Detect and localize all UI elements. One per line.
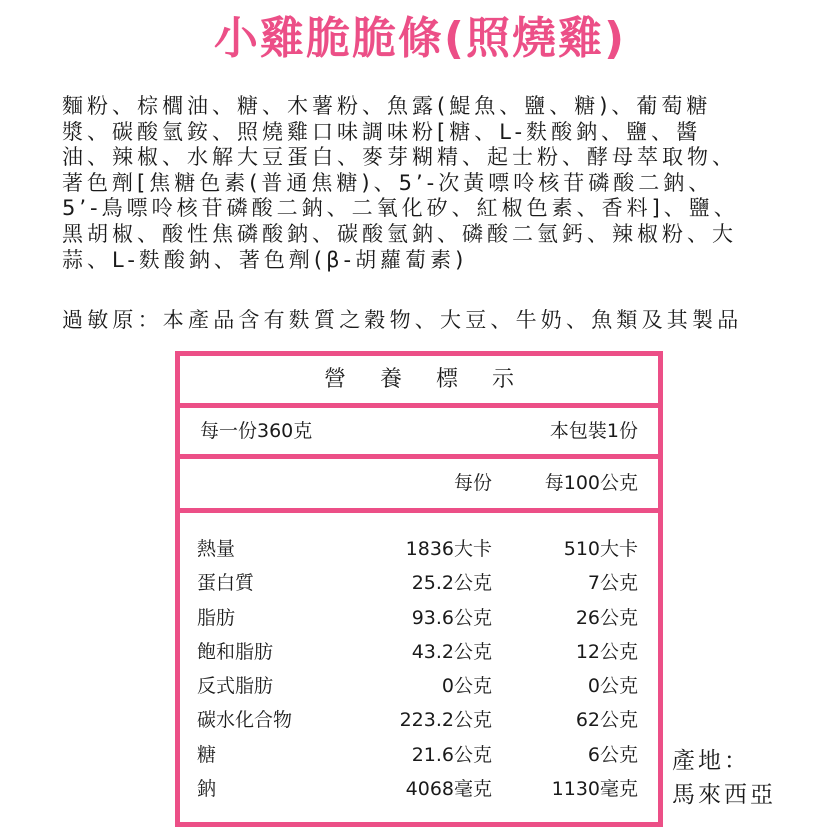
per-100g-value: 7公克 <box>587 572 638 595</box>
per-serving-value: 93.6公克 <box>411 606 492 629</box>
table-divider <box>180 508 658 513</box>
per-serving-value: 25.2公克 <box>411 572 492 595</box>
nutrient-name: 鈉 <box>197 778 217 801</box>
per-serving-value: 43.2公克 <box>411 640 492 663</box>
per-serving-value: 1836大卡 <box>405 538 492 560</box>
nutrient-name: 碳水化合物 <box>197 709 293 732</box>
allergen-statement: 過敏原：本產品含有麩質之穀物、大豆、牛奶、魚類及其製品 <box>62 308 743 332</box>
origin-info <box>672 744 776 812</box>
nutrition-heading: 營養標示 <box>323 367 548 392</box>
nutrient-name: 熱量 <box>197 538 236 560</box>
nutrition-row-energy <box>180 532 658 566</box>
column-header-per-100g: 每100公克 <box>544 472 638 494</box>
per-100g-value: 1130毫克 <box>551 778 638 801</box>
per-100g-value: 0公克 <box>587 675 638 698</box>
nutrition-table <box>175 351 663 827</box>
nutrition-row-trans-fat <box>180 669 658 703</box>
serving-size: 每一份360克 <box>200 420 313 442</box>
per-100g-value: 510大卡 <box>563 538 638 560</box>
nutrient-name: 脂肪 <box>197 606 236 629</box>
per-serving-value: 0公克 <box>441 675 492 698</box>
per-100g-value: 62公克 <box>575 709 638 732</box>
ingredients-list: 麵粉、棕櫚油、糖、木薯粉、魚露(鯷魚、鹽、糖)、葡萄糖 漿、碳酸氫銨、照燒雞口味調味粉[糖、L-麩酸鈉、鹽、醬 油、辣椒、水解大豆蛋白、麥芽糊精、起士粉、酵母萃取物、 著色劑[焦糖色素(普通焦糖)、5’-次黃嘌呤核苷磷酸二鈉、 5’-鳥嘌呤核苷磷酸二鈉、二氧化矽、紅椒色素、香料]、鹽、 黑胡椒、酸性焦磷酸鈉、碳酸氫鈉、磷酸二氫鈣、辣椒粉、大 蒜、L-麩酸鈉、著色劑(β-胡蘿蔔素) <box>62 94 739 272</box>
per-100g-value: 26公克 <box>575 606 638 629</box>
servings-per-pack: 本包裝1份 <box>549 420 638 442</box>
nutrition-row-sugar <box>180 738 658 772</box>
nutrition-rows <box>180 532 658 806</box>
nutrition-row-carbohydrate <box>180 703 658 737</box>
nutrient-name: 糖 <box>197 743 217 766</box>
nutrition-row-fat <box>180 601 658 635</box>
nutrient-name: 反式脂肪 <box>197 675 274 698</box>
product-title: 小雞脆脆條(照燒雞) <box>213 13 627 64</box>
per-serving-value: 223.2公克 <box>399 709 492 732</box>
per-serving-value: 4068毫克 <box>405 778 492 801</box>
column-header-per-serving: 每份 <box>453 472 492 494</box>
per-serving-value: 21.6公克 <box>411 743 492 766</box>
nutrition-row-sodium <box>180 772 658 806</box>
nutrient-name: 飽和脂肪 <box>197 640 274 663</box>
per-100g-value: 12公克 <box>575 640 638 663</box>
per-100g-value: 6公克 <box>587 743 638 766</box>
origin-value: 馬來西亞 <box>672 782 776 808</box>
nutrition-row-protein <box>180 566 658 600</box>
nutrient-name: 蛋白質 <box>197 572 255 595</box>
nutrition-row-saturated-fat <box>180 635 658 669</box>
origin-label: 產地： <box>672 748 750 774</box>
